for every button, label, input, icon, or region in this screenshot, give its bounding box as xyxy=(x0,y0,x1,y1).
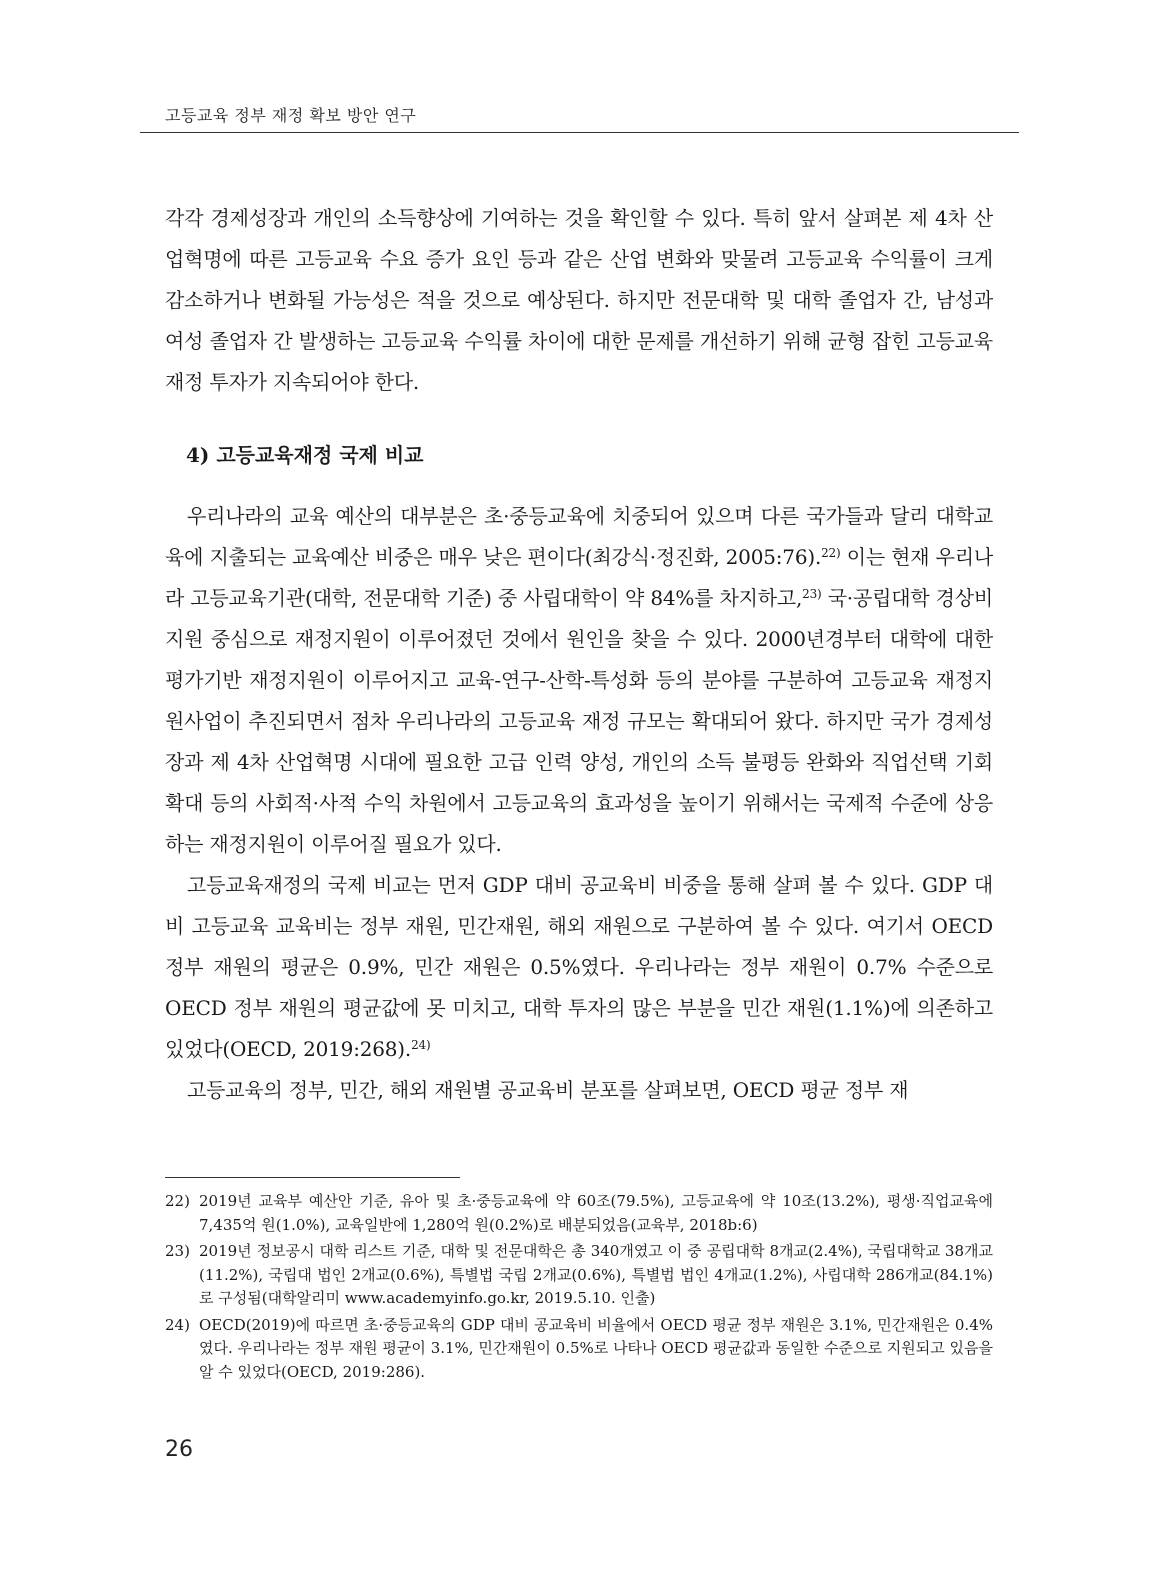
paragraph-gdp-comparison xyxy=(165,865,993,1070)
footnote-22 xyxy=(165,1190,993,1237)
footnote-23 xyxy=(165,1240,993,1311)
paragraph-education-budget xyxy=(165,496,993,865)
footnote-number: 24) xyxy=(165,1315,190,1334)
footnote-ref-24[interactable]: 24) xyxy=(411,1038,431,1052)
paragraph-text: 고등교육재정의 국제 비교는 먼저 GDP 대비 공교육비 비중을 통해 살펴 볼 수 있다. GDP 대비 고등교육 교육비는 정부 재원, 민간재원, 해외 재원으로 구분하여 볼 수 있다. 여기서 OECD 정부 재원의 평균은 0.9%, 민간 재원은 0.5%였다. 우리나라는 정부 재원이 0.7% 수준으로 OECD 정부 재원의 평균값에 못 미치고, 대학 투자의 많은 부분을 민간 재원(1.1%)에 의존하고 있었다(OECD, 2019:268). xyxy=(165,873,993,1061)
running-header: 고등교육 정부 재정 확보 방안 연구 xyxy=(165,106,417,125)
paragraph-text: 우리나라의 교육 예산의 대부분은 초·중등교육에 치중되어 있으며 다른 국가들과 달리 대학교육에 지출되는 교육예산 비중은 매우 낮은 편이다(최강식·정진화, 2005:76). xyxy=(165,504,993,569)
page-number: 26 xyxy=(165,1437,193,1462)
footnote-text: 2019년 정보공시 대학 리스트 기준, 대학 및 전문대학은 총 340개였고 이 중 공립대학 8개교(2.4%), 국립대학교 38개교(11.2%), 국립대 법인 2개교(0.6%), 특별법 국립 2개교(0.6%), 특별법 법인 4개교(1.2%), 사립대학 286개교(84.1%)로 구성됨(대학알리미 www.academyinfo.go.kr, 2019.5.10. 인출) xyxy=(199,1242,993,1307)
footnotes xyxy=(165,1190,993,1387)
intro-paragraph-block xyxy=(165,198,993,403)
footnote-divider xyxy=(165,1177,460,1178)
header-divider xyxy=(140,132,1019,133)
paragraph-text: 이는 현재 우리나라 고등교육기관(대학, 전문대학 기준) 중 사립대학이 약 84%를 차지하고, xyxy=(165,545,994,610)
section-heading: 4) 고등교육재정 국제 비교 xyxy=(186,443,424,467)
paragraph-funding-distribution: 고등교육의 정부, 민간, 해외 재원별 공교육비 분포를 살펴보면, OECD 평균 정부 재 xyxy=(187,1078,909,1102)
footnote-text: OECD(2019)에 따르면 초·중등교육의 GDP 대비 공교육비 비율에서 OECD 평균 정부 재원은 3.1%, 민간재원은 0.4%였다. 우리나라는 정부 재원 평균이 3.1%, 민간재원이 0.5%로 나타나 OECD 평균값과 동일한 수준으로 지원되고 있음을 알 수 있었다(OECD, 2019:286). xyxy=(199,1315,993,1381)
footnote-number: 22) xyxy=(165,1192,190,1210)
footnote-24 xyxy=(165,1314,993,1385)
footnote-text: 2019년 교육부 예산안 기준, 유아 및 초·중등교육에 약 60조(79.5%), 고등교육에 약 10조(13.2%), 평생·직업교육에 7,435억 원(1.0%), 교육일반에 1,280억 원(0.2%)로 배분되었음(교육부, 2018b:6) xyxy=(199,1192,993,1234)
footnote-ref-23[interactable]: 23) xyxy=(802,587,822,601)
main-text-block xyxy=(165,496,993,1111)
footnote-ref-22[interactable]: 22) xyxy=(821,546,841,560)
paragraph-text: 국·공립대학 경상비 지원 중심으로 재정지원이 이루어졌던 것에서 원인을 찾을 수 있다. 2000년경부터 대학에 대한 평가기반 재정지원이 이루어지고 교육-연구-산학-특성화 등의 분야를 구분하여 고등교육 재정지원사업이 추진되면서 점차 우리나라의 고등교육 재정 규모는 확대되어 왔다. 하지만 국가 경제성장과 제 4차 산업혁명 시대에 필요한 고급 인력 양성, 개인의 소득 불평등 완화와 직업선택 기회 확대 등의 사회적·사적 수익 차원에서 고등교육의 효과성을 높이기 위해서는 국제적 수준에 상응하는 재정지원이 이루어질 필요가 있다. xyxy=(165,586,993,856)
intro-paragraph: 각각 경제성장과 개인의 소득향상에 기여하는 것을 확인할 수 있다. 특히 앞서 살펴본 제 4차 산업혁명에 따른 고등교육 수요 증가 요인 등과 같은 산업 변화와 맞물려 고등교육 수익률이 크게 감소하거나 변화될 가능성은 적을 것으로 예상된다. 하지만 전문대학 및 대학 졸업자 간, 남성과 여성 졸업자 간 발생하는 고등교육 수익률 차이에 대한 문제를 개선하기 위해 균형 잡힌 고등교육 재정 투자가 지속되어야 한다. xyxy=(165,206,993,394)
footnote-number: 23) xyxy=(165,1242,190,1260)
